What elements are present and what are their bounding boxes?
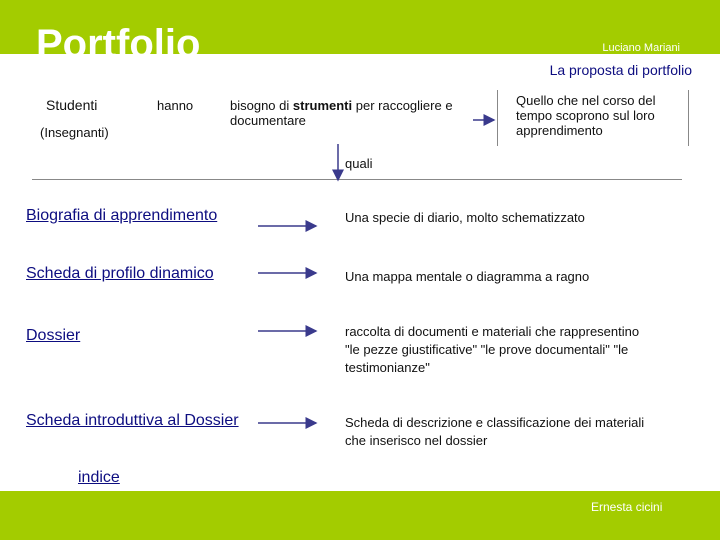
desc-dossier: raccolta di documenti e materiali che rappresentino "le pezze giustificative" "le prove documentali" "le testimonianze" xyxy=(345,324,640,375)
link-scheda-profilo[interactable]: Scheda di profilo dinamico xyxy=(26,265,214,282)
link-biografia[interactable]: Biografia di apprendimento xyxy=(26,207,218,224)
desc-scheda-introduttiva: Scheda di descrizione e classificazione dei materiali che inserisco nel dossier xyxy=(345,415,645,448)
author-name: Luciano Mariani xyxy=(602,42,680,54)
slide-subtitle: La proposta di portfolio xyxy=(549,62,692,78)
connector-label: quali xyxy=(345,156,373,171)
need-suffix: per raccogliere e documentare xyxy=(230,98,453,128)
subject-alt-label: (Insegnanti) xyxy=(40,125,109,140)
need-prefix: bisogno di xyxy=(230,98,293,113)
footer-credit: Ernesta cicini xyxy=(591,500,663,514)
link-scheda-introduttiva[interactable]: Scheda introduttiva al Dossier xyxy=(26,412,239,429)
footer-bar xyxy=(0,491,720,540)
need-bold: strumenti xyxy=(292,98,353,113)
link-dossier[interactable]: Dossier xyxy=(26,327,81,344)
desc-biografia: Una specie di diario, molto schematizzato xyxy=(345,210,585,225)
index-link[interactable]: indice xyxy=(78,469,120,486)
verb-label: hanno xyxy=(157,98,194,113)
page-title: Portfolio xyxy=(36,22,201,66)
result-text: Quello che nel corso del tempo scoprono sul loro apprendimento xyxy=(516,93,656,138)
subject-label: Studenti xyxy=(46,97,98,113)
desc-scheda-profilo: Una mappa mentale o diagramma a ragno xyxy=(345,269,590,284)
